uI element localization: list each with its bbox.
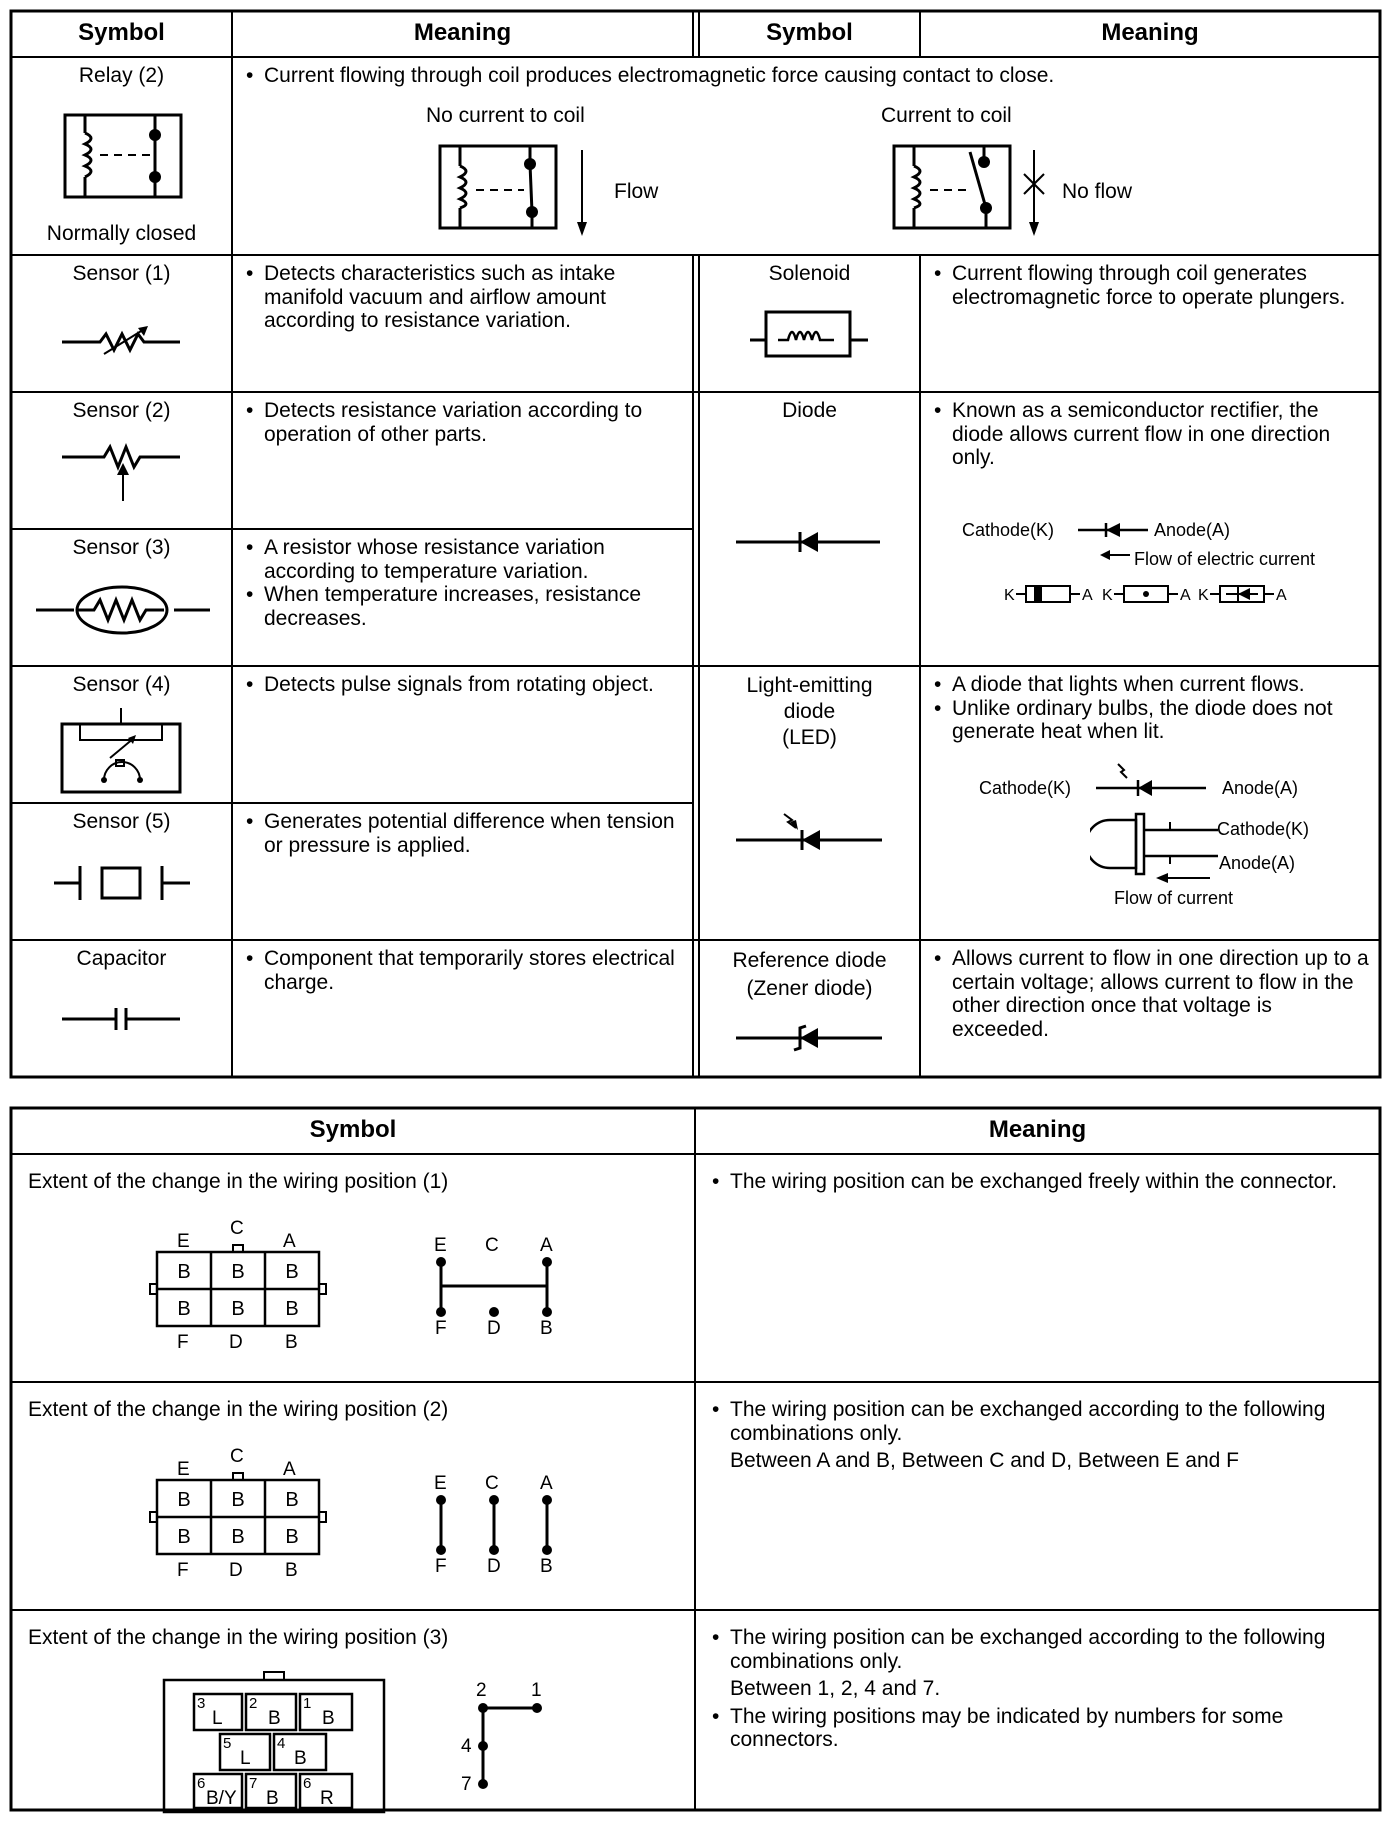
g1-bot-b: B (285, 1332, 298, 1353)
sensor1-icon (60, 320, 185, 360)
sensor1-meaning (244, 262, 684, 333)
capacitor-icon (60, 1004, 185, 1034)
relay-no-current-icon (436, 140, 596, 240)
wiring-2-bullet: • The wiring position can be exchanged according to the following combinations only. (710, 1398, 1370, 1445)
relay-meaning (244, 64, 1364, 88)
g1-bot-d: D (229, 1332, 243, 1353)
led-cathode-label: Cathode(K) (979, 778, 1072, 798)
sensor4-icon (58, 704, 188, 796)
led-label-3: (LED) (782, 726, 837, 749)
s2-b: B (540, 1556, 553, 1576)
sensor3-thermistor-icon (34, 582, 214, 638)
s2-e: E (434, 1473, 447, 1494)
g1-top-a: A (283, 1231, 296, 1252)
g1-top-c: C (230, 1218, 244, 1239)
g1-cell: B (177, 1261, 191, 1283)
sensor5-bullet: • Generates potential difference when tension or pressure is applied. (244, 810, 684, 857)
g2-cell: B (231, 1526, 245, 1548)
g1-cell: B (231, 1298, 245, 1320)
sensor4-label: Sensor (4) (72, 673, 171, 696)
g1-cell: B (285, 1261, 299, 1283)
zener-label (699, 947, 920, 1003)
zener-label-1: Reference diode (732, 949, 887, 972)
s3-4: 4 (461, 1736, 472, 1757)
relay-label: Relay (2) (78, 64, 165, 87)
wiring-1-schematic-icon (425, 1230, 565, 1338)
s2-f: F (435, 1556, 447, 1576)
g2-cell: B (285, 1526, 299, 1548)
diode-anode-label: Anode(A) (1154, 520, 1231, 540)
g2-bot-d: D (229, 1560, 243, 1581)
led-bullet-2: • Unlike ordinary bulbs, the diode does not generate heat when lit. (932, 697, 1372, 744)
wiring-3-label: Extent of the change in the wiring position (3) (28, 1626, 449, 1649)
diode-icon (734, 528, 884, 556)
led-label-2: diode (783, 700, 836, 723)
wiring-2-meaning (710, 1398, 1370, 1473)
relay-current-icon (890, 140, 1050, 240)
diode-flow-label: Flow of electric current (1134, 549, 1316, 569)
relay-symbol-icon (55, 105, 195, 205)
g1-cell: B (285, 1298, 299, 1320)
wiring-3-bullet-2: • The wiring positions may be indicated by numbers for some connectors. (710, 1705, 1370, 1752)
relay-bullet: • Current flowing through coil produces electromagnetic force causing contact to close. (244, 64, 1364, 88)
no-current-label: No current to coil (426, 104, 585, 127)
arrow-left-icon (1100, 549, 1130, 561)
c3-r1-n1: 3 (197, 1695, 206, 1712)
wiring-3-bullet-1: • The wiring position can be exchanged according to the following combinations only. (710, 1626, 1370, 1673)
sensor2-icon (60, 437, 185, 505)
g2-bot-b: B (285, 1560, 298, 1581)
g1-cell: B (177, 1298, 191, 1320)
s1-a: A (540, 1235, 553, 1256)
g2-cell: B (177, 1489, 191, 1511)
c3-r1-n3: 1 (303, 1695, 312, 1712)
sensor4-bullet: • Detects pulse signals from rotating object. (244, 673, 684, 697)
g2-cell: B (177, 1526, 191, 1548)
wiring-3-schematic-icon (455, 1676, 545, 1800)
sensor5-piezo-icon (50, 860, 195, 906)
sensor3-bullet-1: • A resistor whose resistance variation according to temperature variation. (244, 536, 684, 583)
diode-a1-text: A (1082, 587, 1093, 604)
diode-k3-text: K (1198, 587, 1209, 604)
relay-sub-label: Normally closed (46, 222, 197, 245)
sensor3-bullet-2: • When temperature increases, resistance decreases. (244, 583, 684, 630)
solenoid-label: Solenoid (768, 262, 851, 285)
sensor1-bullet: • Detects characteristics such as intake manifold vacuum and airflow amount according to resistance variation. (244, 262, 684, 333)
c3-r1-n2: 2 (249, 1695, 258, 1712)
solenoid-meaning (932, 262, 1372, 309)
sensor2-meaning (244, 399, 684, 446)
c3-r1-v2: B (268, 1708, 281, 1729)
c3-r3-n2: 7 (249, 1775, 258, 1792)
header-meaning: Meaning (413, 19, 512, 46)
c3-r3-n1: 6 (197, 1775, 206, 1792)
c3-r2-n1: 5 (223, 1735, 232, 1752)
led-anode-label: Anode(A) (1222, 778, 1299, 798)
c3-r2-v2: B (294, 1748, 307, 1769)
c3-r1-v1: L (212, 1708, 223, 1729)
wiring-2-label: Extent of the change in the wiring position (2) (28, 1398, 449, 1421)
g2-bot-f: F (177, 1560, 189, 1581)
c3-r3-n3: 6 (303, 1775, 312, 1792)
c3-r2-v1: L (240, 1748, 251, 1769)
wiring-1-meaning (710, 1170, 1370, 1194)
connector-grid-1 (145, 1214, 345, 1359)
led-small-icon (1094, 762, 1214, 802)
diode-a3-text: A (1276, 587, 1287, 604)
capacitor-label: Capacitor (76, 947, 167, 970)
s2-c: C (485, 1473, 499, 1494)
zener-diode-icon (734, 1022, 886, 1056)
s1-f: F (435, 1318, 447, 1338)
diode-bullet: • Known as a semiconductor rectifier, the diode allows current flow in one direction only. (932, 399, 1372, 470)
g2-top-a: A (283, 1459, 296, 1480)
g1-top-e: E (177, 1231, 190, 1252)
connector-grid-2 (145, 1442, 345, 1587)
sensor4-meaning (244, 673, 684, 697)
wiring-2-schematic-icon (425, 1468, 565, 1576)
led-package-cathode-label: Cathode(K) (1217, 819, 1310, 839)
sensor5-meaning (244, 810, 684, 857)
diode-packages-icon (1004, 582, 1294, 606)
c3-r1-v3: B (322, 1708, 335, 1729)
diode-label: Diode (782, 399, 837, 422)
s1-b: B (540, 1318, 553, 1338)
wiring-3-meaning (710, 1626, 1370, 1752)
led-icon (734, 808, 886, 860)
sensor2-label: Sensor (2) (72, 399, 171, 422)
current-label: Current to coil (881, 104, 1012, 127)
connector-3-icon (160, 1664, 390, 1816)
sensor1-label: Sensor (1) (72, 262, 171, 285)
table2-header-meaning: Meaning (988, 1116, 1087, 1143)
header-symbol: Symbol (78, 19, 165, 46)
header-meaning-right: Meaning (1101, 19, 1199, 46)
s1-d: D (487, 1318, 501, 1338)
zener-label-2: (Zener diode) (746, 977, 873, 1000)
led-label (699, 673, 920, 751)
sensor5-label: Sensor (5) (72, 810, 171, 833)
no-flow-label: No flow (1062, 180, 1133, 203)
s2-d: D (487, 1556, 501, 1576)
led-label-1: Light-emitting (746, 674, 873, 697)
sensor3-meaning (244, 536, 684, 630)
capacitor-bullet: • Component that temporarily stores electrical charge. (244, 947, 684, 994)
wiring-1-bullet: • The wiring position can be exchanged freely within the connector. (710, 1170, 1370, 1194)
solenoid-icon (748, 306, 873, 362)
diode-k2-text: K (1102, 587, 1113, 604)
led-meaning (932, 673, 1372, 744)
g2-cell: B (285, 1489, 299, 1511)
wiring-2-note: Between A and B, Between C and D, Between E and F (730, 1449, 1239, 1472)
c3-r3-v1: B/Y (206, 1788, 237, 1809)
g2-cell: B (231, 1489, 245, 1511)
solenoid-bullet: • Current flowing through coil generates electromagnetic force to operate plungers. (932, 262, 1372, 309)
diode-a2-text: A (1180, 587, 1191, 604)
s3-2: 2 (476, 1680, 487, 1701)
c3-r3-v2: B (266, 1788, 279, 1809)
s2-a: A (540, 1473, 553, 1494)
g2-top-c: C (230, 1446, 244, 1467)
wiring-1-label: Extent of the change in the wiring position (1) (28, 1170, 449, 1193)
s1-c: C (485, 1235, 499, 1256)
s3-1: 1 (531, 1680, 542, 1701)
zener-bullet: • Allows current to flow in one direction up to a certain voltage; allows current to flow in the other direction once that voltage is exceeded. (932, 947, 1372, 1041)
g1-bot-f: F (177, 1332, 189, 1353)
diode-small-icon (1076, 522, 1150, 538)
led-flow-label: Flow of current (1114, 888, 1234, 908)
capacitor-meaning (244, 947, 684, 994)
table2-header-symbol: Symbol (309, 1116, 397, 1143)
led-package-icon (1090, 812, 1220, 888)
c3-r2-n2: 4 (277, 1735, 286, 1752)
diode-meaning (932, 399, 1372, 470)
zener-meaning (932, 947, 1372, 1041)
diode-k1-text: K (1004, 587, 1015, 604)
sensor3-label: Sensor (3) (72, 536, 171, 559)
header-symbol-right: Symbol (766, 19, 853, 46)
flow-label: Flow (614, 180, 659, 203)
led-package-anode-label: Anode(A) (1219, 853, 1296, 873)
led-bullet-1: • A diode that lights when current flows. (932, 673, 1372, 697)
s3-7: 7 (461, 1774, 472, 1795)
sensor2-bullet: • Detects resistance variation according to operation of other parts. (244, 399, 684, 446)
wiring-3-note: Between 1, 2, 4 and 7. (730, 1677, 941, 1700)
g1-cell: B (231, 1261, 245, 1283)
s1-e: E (434, 1235, 447, 1256)
c3-r3-v3: R (320, 1788, 334, 1809)
g2-top-e: E (177, 1459, 190, 1480)
diode-cathode-label: Cathode(K) (962, 520, 1055, 540)
